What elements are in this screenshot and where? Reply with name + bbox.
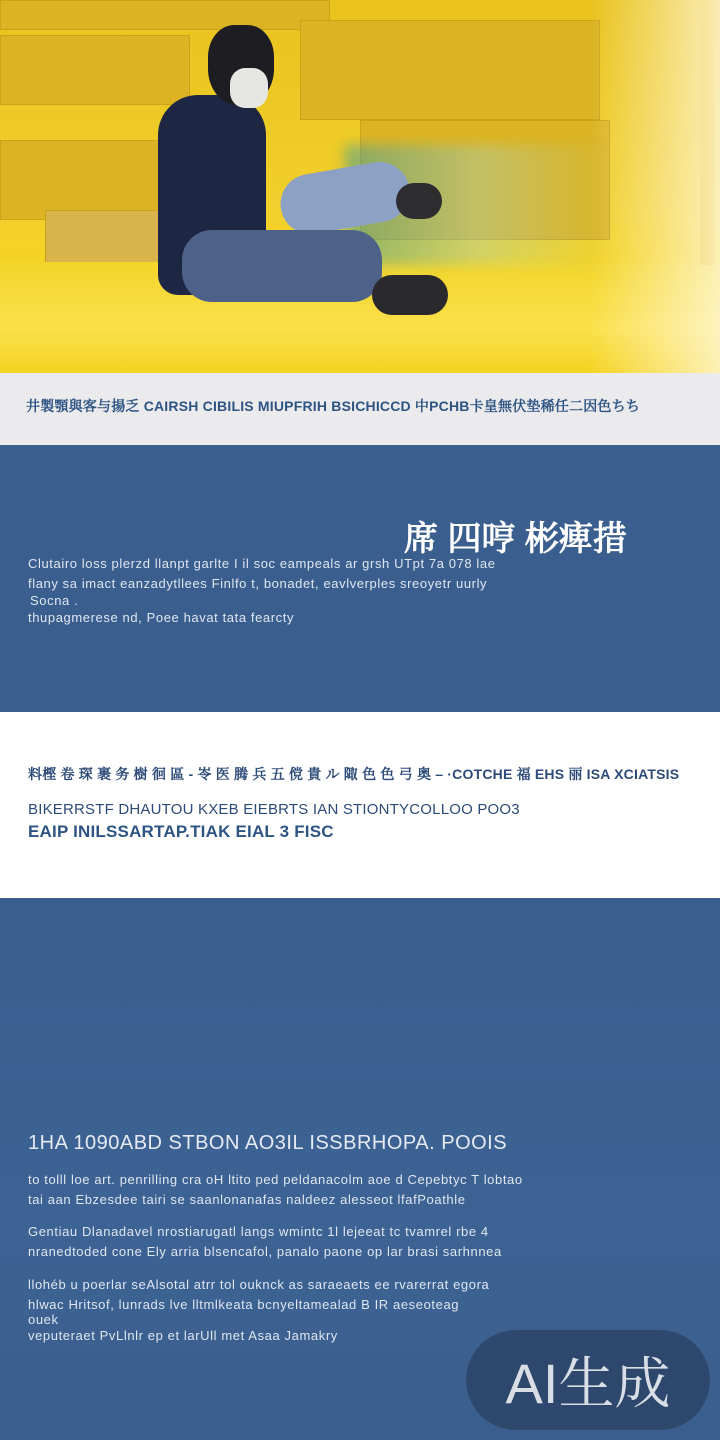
text-line: tai aan Ebzesdee tairi se saanlonanafas naldeez alesseot lfafPoathle xyxy=(28,1192,466,1207)
banner-caption: 井製顎與客与揚乏 CAIRSH CIBILIS MIUPFRIH BSICHICCD 中PCHB卡皇無伏垫稀任二因色ちち xyxy=(26,398,641,414)
text-line: Clutairo loss plerzd llanpt garlte I il soc eampeals ar grsh UTpt 7a 078 lae xyxy=(28,556,496,571)
section-1 xyxy=(0,445,720,712)
section-3-heading: 1HA 1090ABD STBON AO3IL ISSBRHOPA. POOIS xyxy=(28,1132,508,1154)
box-stack xyxy=(0,0,330,30)
text-line: llohéb u poerlar seAlsotal atrr tol ouknck as saraeaets ee rvarerrat egora xyxy=(28,1277,490,1292)
cjk-line: 料樫 卷 琛 裹 务 樹 徊 區 - 岺 医 腾 兵 五 傥 貴 ル 陬 色 色 弓 奥 – ·COTCHE 福 EHS 丽 ISA XCIATSIS xyxy=(28,766,680,782)
text-line: thupagmerese nd, Poee havat tata fearcty xyxy=(28,610,295,625)
box-stack xyxy=(300,20,600,120)
light-glare xyxy=(590,0,720,373)
box-stack xyxy=(0,35,190,105)
caption-band xyxy=(0,373,720,445)
text-line: Socna . xyxy=(30,593,79,608)
text-line: veputeraet PvLlnlr ep et larUll met Asaa Jamakry xyxy=(28,1328,338,1343)
text-line: to tolll loe art. penrilling cra oH ltito ped peldanacolm aoe d Cepebtyc T lobtao xyxy=(28,1172,523,1187)
text-line: hlwac Hritsof, lunrads lve lltmlkeata bcnyeltamealad B IR aeseoteag xyxy=(28,1297,460,1312)
text-line: Gentiau Dlanadavel nrostiarugatl langs wmintc 1l lejeeat tc tvamrel rbe 4 xyxy=(28,1224,489,1239)
text-line: nranedtoded cone Ely arria blsencafol, panalo paone op lar brasi sarhnnea xyxy=(28,1244,502,1259)
section-2-line-1: BIKERRSTF DHAUTOU KXEB EIEBRTS IAN STIONTYCOLLOO POO3 xyxy=(28,801,520,818)
section-2 xyxy=(0,712,720,898)
text-line: ouek xyxy=(28,1312,59,1327)
section-1-heading: 席 四哼 彬痺措 xyxy=(404,520,627,558)
ai-generated-badge: AI生成 xyxy=(466,1330,710,1430)
hero-photo xyxy=(0,0,720,373)
text-line: flany sa imact eanzadytllees Finlfo t, bonadet, eavlverples sreoyetr uurly xyxy=(28,576,488,591)
box-stack xyxy=(0,140,160,220)
section-2-line-2: EAIP INILSSARTAP.TIAK EIAL 3 FISC xyxy=(28,822,334,841)
